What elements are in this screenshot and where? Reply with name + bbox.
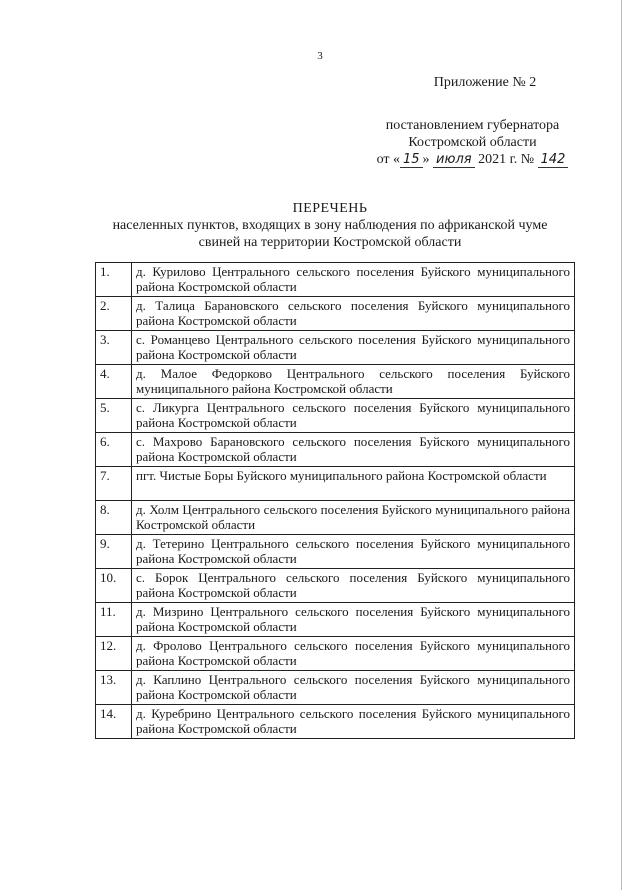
date-day: 15 <box>400 152 423 168</box>
settlement-name: д. Холм Центрального сельского поселения Буйского муниципального района Костромской области <box>132 501 575 535</box>
settlement-name: д. Курилово Центрального сельского поселения Буйского муниципального района Костромской области <box>132 263 575 297</box>
table-row <box>96 705 575 739</box>
date-month: июля <box>433 152 475 168</box>
row-number: 6. <box>96 433 132 467</box>
settlement-name: д. Каплино Центрального сельского поселения Буйского муниципального района Костромской области <box>132 671 575 705</box>
row-number: 9. <box>96 535 132 569</box>
row-number: 3. <box>96 331 132 365</box>
row-number: 1. <box>96 263 132 297</box>
settlement-name: д. Малое Федорково Центрального сельского поселения Буйского муниципального района Костромской области <box>132 365 575 399</box>
region-name: Костромской области <box>408 135 537 150</box>
table-row <box>96 331 575 365</box>
settlement-name: с. Махрово Барановского сельского поселения Буйского муниципального района Костромской области <box>132 433 575 467</box>
settlement-name: д. Тетерино Центрального сельского поселения Буйского муниципального района Костромской области <box>132 535 575 569</box>
row-number: 8. <box>96 501 132 535</box>
table-row <box>96 501 575 535</box>
row-number: 10. <box>96 569 132 603</box>
settlement-name: с. Ликурга Центрального сельского поселения Буйского муниципального района Костромской области <box>132 399 575 433</box>
table-row <box>96 603 575 637</box>
row-number: 13. <box>96 671 132 705</box>
date-year: 2021 г. № <box>478 152 535 167</box>
table-row <box>96 637 575 671</box>
row-number: 11. <box>96 603 132 637</box>
date-prefix: от « <box>376 152 400 167</box>
approval-block <box>350 117 595 168</box>
appendix-label: Приложение № 2 <box>433 75 537 90</box>
table-row <box>96 467 575 501</box>
table-row <box>96 535 575 569</box>
table-row <box>96 569 575 603</box>
table-row <box>96 263 575 297</box>
row-number: 12. <box>96 637 132 671</box>
table-row <box>96 671 575 705</box>
title-line-1: населенных пунктов, входящих в зону наблюдения по африканской чуме <box>112 218 548 233</box>
document-title: ПЕРЕЧЕНЬ <box>292 201 368 216</box>
title-line-2: свиней на территории Костромской области <box>198 235 462 250</box>
table-row <box>96 399 575 433</box>
settlements-table <box>95 262 575 739</box>
scan-edge-line <box>621 0 622 890</box>
settlement-name: д. Куребрино Центрального сельского поселения Буйского муниципального района Костромской области <box>132 705 575 739</box>
date-mid: » <box>422 152 430 167</box>
table-row <box>96 297 575 331</box>
row-number: 7. <box>96 467 132 501</box>
settlement-name: с. Романцево Центрального сельского поселения Буйского муниципального района Костромской области <box>132 331 575 365</box>
settlement-name: пгт. Чистые Боры Буйского муниципального района Костромской области <box>132 467 575 501</box>
settlement-name: с. Борок Центрального сельского поселения Буйского муниципального района Костромской области <box>132 569 575 603</box>
decree-number: 142 <box>538 152 569 168</box>
row-number: 5. <box>96 399 132 433</box>
row-number: 14. <box>96 705 132 739</box>
row-number: 4. <box>96 365 132 399</box>
decree-date-line <box>350 151 595 168</box>
settlement-name: д. Талица Барановского сельского поселения Буйского муниципального района Костромской области <box>132 297 575 331</box>
table-row <box>96 433 575 467</box>
row-number: 2. <box>96 297 132 331</box>
approved-by: постановлением губернатора <box>385 118 560 133</box>
table-row <box>96 365 575 399</box>
title-block <box>95 200 565 251</box>
settlement-name: д. Мизрино Центрального сельского поселения Буйского муниципального района Костромской области <box>132 603 575 637</box>
settlement-name: д. Фролово Центрального сельского поселения Буйского муниципального района Костромской области <box>132 637 575 671</box>
page-number: 3 <box>317 50 323 62</box>
